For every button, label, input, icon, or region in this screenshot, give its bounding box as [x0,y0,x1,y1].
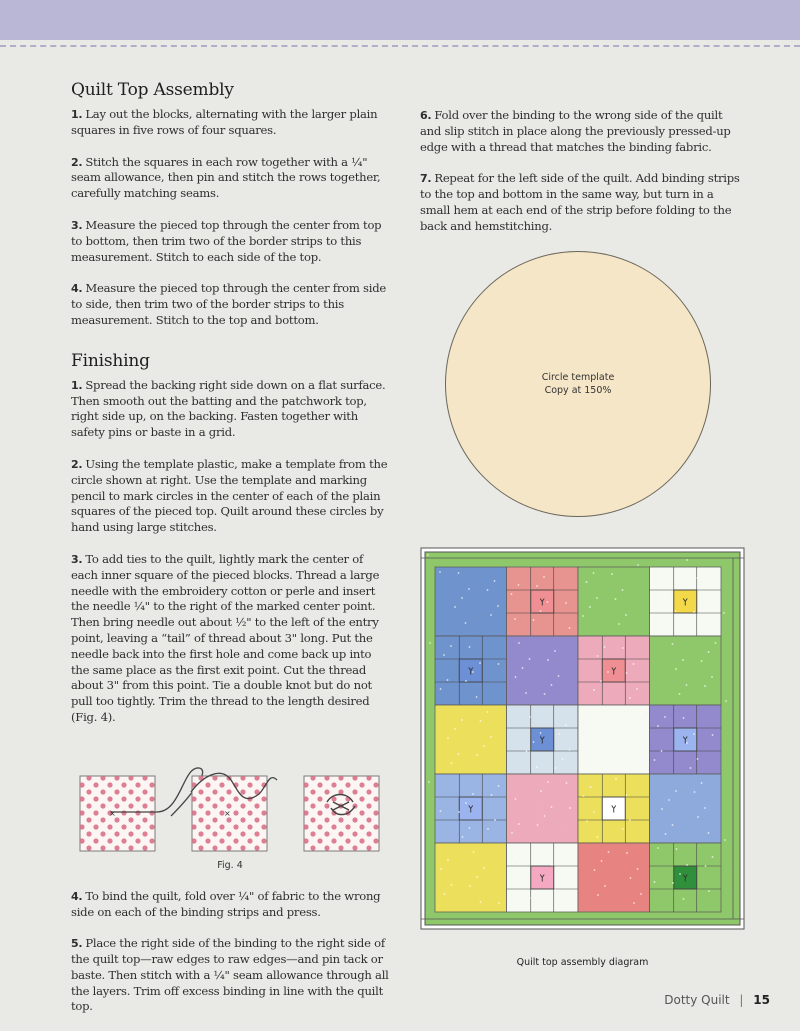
circle-template-scale: Copy at 150% [544,385,612,396]
assembly-step-2: 2. Stitch the squares in each row together with a ¼" seam allowance, then pin and stitch the rows together, carefully matching seams. [71,154,381,201]
quilt-square-r2-c2 [507,636,579,705]
fig4-square-2 [191,773,277,851]
quilt-diagram-caption: Quilt top assembly diagram [516,957,649,968]
assembly-step-3: 3. Measure the pieced top through the center from top to bottom, then trim two of the border strips to this measurement. Stitch to each side of the top. [71,217,382,264]
quilt-square-r2-c4 [650,636,722,705]
finishing-step-1: 1. Spread the backing right side down on a flat surface. Then smooth out the batting and the patchwork top, right side up, on the backing. Fasten together with safety pins or baste in a grid. [71,377,386,440]
quilt-square-r3-c3 [578,705,650,774]
finishing-step-2: 2. Using the template plastic, make a template from the circle shown at right. Use the template and marking pencil to mark circles in the center of each of the plain squares of the pieced top. Quilt around these circles by hand using large stitches. [71,456,388,535]
quilt-diagram-svg [420,547,745,930]
assembly-step-4: 4. Measure the pieced top through the center from side to side, then trim two of the border strips to this measurement. Stitch to the top and bottom. [71,281,386,327]
assembly-step-1: 1. Lay out the blocks, alternating with the larger plain squares in five rows of four squares. [71,107,378,137]
finishing-heading: Finishing [71,350,150,371]
quilt-square-r4-c4 [650,774,722,843]
quilt-square-r1-c3 [578,567,650,636]
quilt-square-r1-c1 [435,567,507,636]
quilt-square-r3-c1 [435,705,507,774]
figure-4-illustration [71,746,389,856]
quilt-square-r5-c1 [435,843,507,912]
finishing-step-3: 3. To add ties to the quilt, lightly mark the center of each inner square of the pieced blocks. Thread a large needle with the embroidery cotton or perle and insert the needle ¼" to the right of the marked center point. Then bring needle out about ½" to the left of the entry point, leaving a “tail” of thread about 3" long. Put the needle back into the first hole and come back up into the same place as the first exit point. Cut the thread about 3" from this point. Tie a double knot but do not pull too tightly. Trim the thread to the length desired (Fig. 4). [71,551,380,724]
right-column [420,108,740,251]
fig4-square-1 [80,768,203,851]
svg-text:×: × [109,808,116,818]
figure-4-caption: Fig. 4 [217,859,243,871]
finishing-step-6: 6. Fold over the binding to the wrong side of the quilt and slip stitch in place along the previously pressed-up edge with a thread that matches the binding fabric. [420,108,731,154]
quilt-assembly-diagram [420,547,745,930]
left-column [71,80,389,1031]
circle-template [445,251,711,517]
stitch-divider [0,45,800,47]
header-band [0,0,800,40]
finishing-step-4: 4. To bind the quilt, fold over ¼" of fabric to the wrong side on each of the binding strips and press. [71,888,381,919]
quilt-square-r5-c3 [578,843,650,912]
page-footer [664,993,770,1007]
circle-template-shape [445,251,711,517]
footer-separator: | [739,993,744,1007]
svg-text:×: × [224,808,231,818]
footer-book-title: Dotty Quilt [664,993,730,1007]
page-number: 15 [753,993,770,1007]
finishing-step-7: 7. Repeat for the left side of the quilt. Add binding strips to the top and bottom in the same way, but turn in a small hem at each end of the strip before folding to the back and hemstitching. [420,171,740,233]
finishing-step-5: 5. Place the right side of the binding to the right side of the quilt top—raw edges to raw edges—and pin tack or baste. Then stitch with a ¼" seam allowance through all the layers. Trim off excess binding in line with the quilt top. [71,936,389,1014]
fig4-square-3 [304,776,379,851]
quilt-square-r4-c2 [507,774,579,843]
quilt-top-assembly-heading: Quilt Top Assembly [71,80,234,100]
circle-template-label: Circle template [541,372,615,383]
